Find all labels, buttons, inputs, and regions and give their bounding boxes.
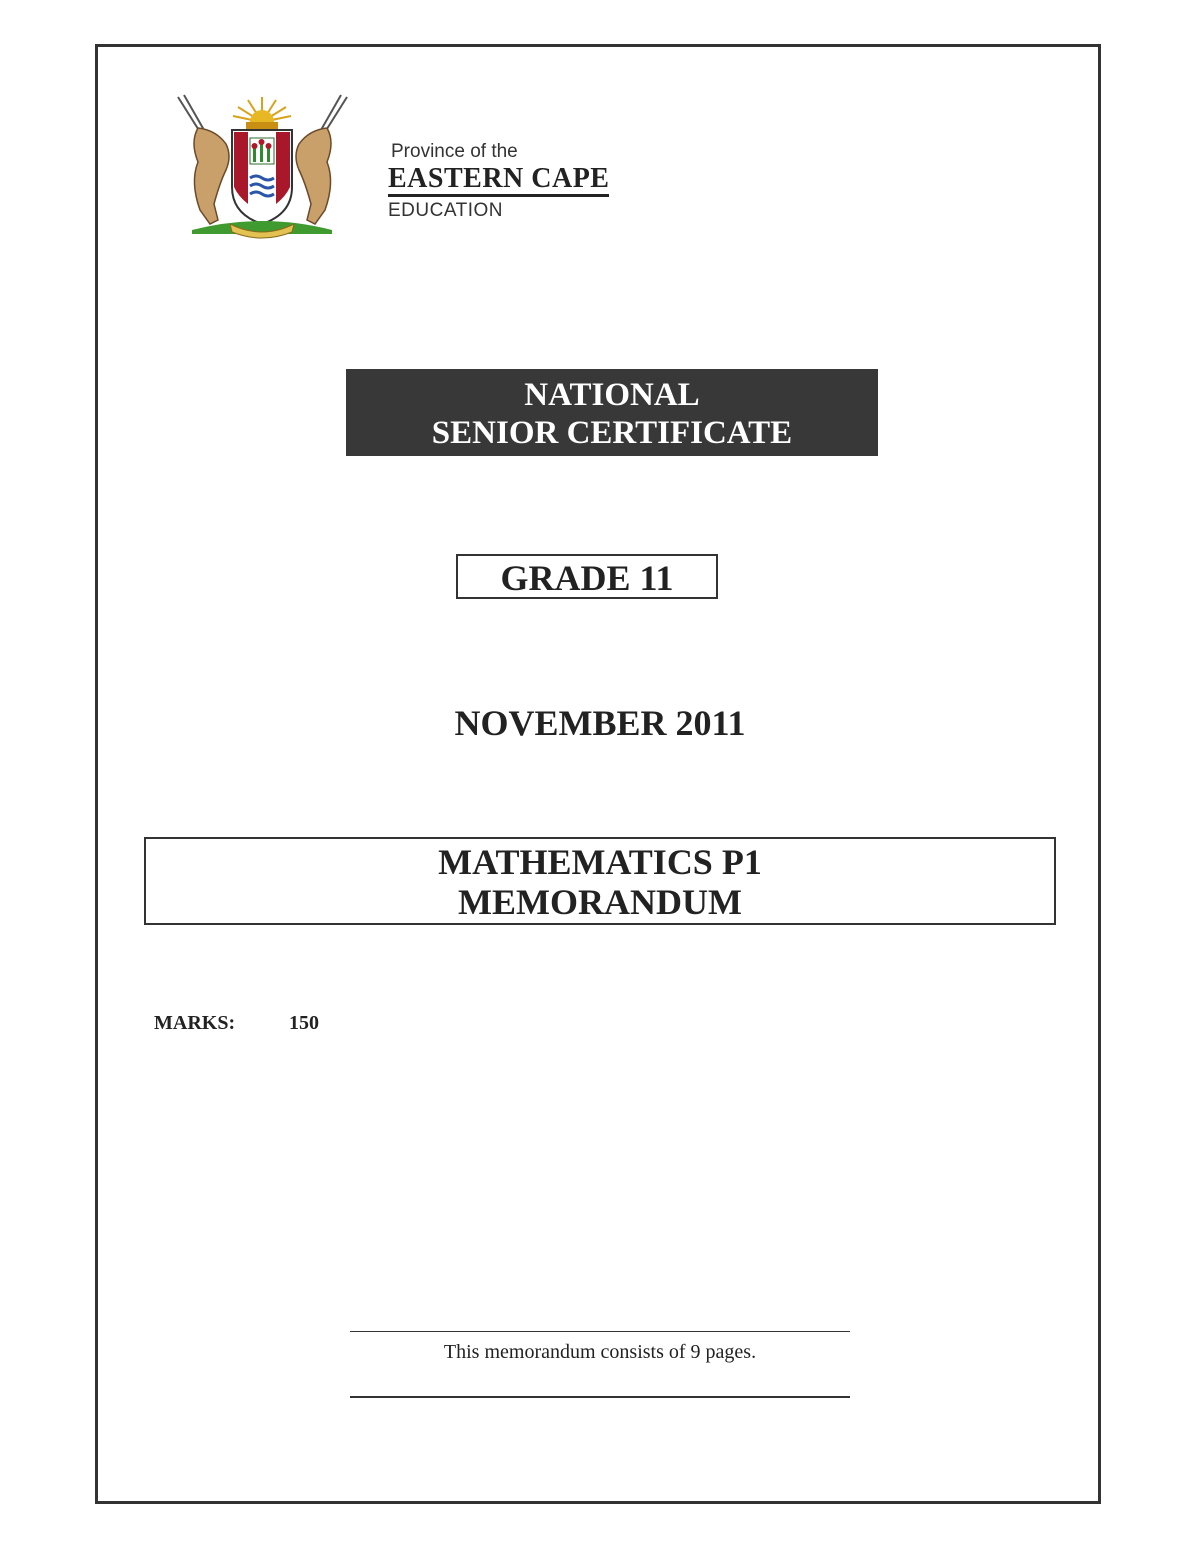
marks-value: 150 [289,1012,319,1034]
exam-date: NOVEMBER 2011 [454,703,746,743]
subject-line-1: MATHEMATICS P1 [438,842,762,882]
footer-divider-bottom [350,1396,850,1398]
page-border [95,44,1101,1504]
footer-divider-top [350,1331,850,1332]
certificate-banner [346,369,878,456]
subject-title-box [144,837,1056,925]
department-name: EDUCATION [388,200,503,221]
marks-label: MARKS: [154,1012,236,1034]
subject-line-2: MEMORANDUM [458,882,742,922]
marks-row [154,1012,319,1035]
province-prefix: Province of the [391,141,518,162]
province-name: EASTERN CAPE [388,164,609,197]
banner-line-2: SENIOR CERTIFICATE [431,415,793,451]
coat-of-arms-icon [170,92,355,242]
banner-line-1: NATIONAL [524,377,700,413]
province-header [388,140,609,223]
page-count-note: This memorandum consists of 9 pages. [443,1341,757,1363]
grade-label: GRADE 11 [456,554,718,599]
